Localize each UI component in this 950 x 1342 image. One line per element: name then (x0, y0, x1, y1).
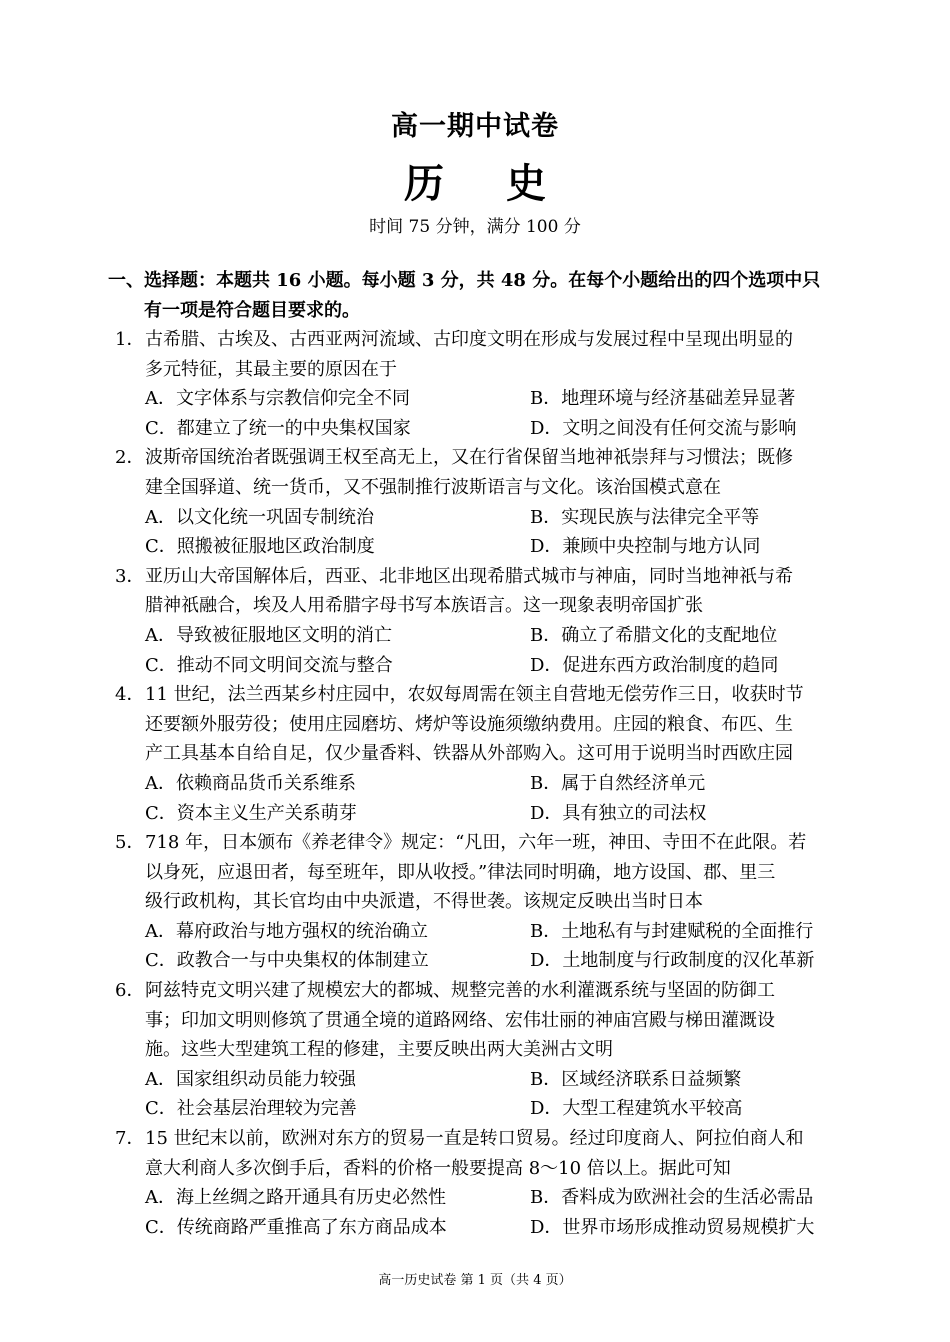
option-b: B．地理环境与经济基础差异显著 (530, 388, 796, 410)
question-4 (0, 680, 950, 828)
option-b: B．确立了希腊文化的支配地位 (530, 624, 778, 646)
options-row (0, 651, 950, 681)
option-b: B．实现民族与法律完全平等 (530, 506, 760, 528)
question-1 (0, 325, 950, 443)
page-footer: 高一历史试卷 第 1 页（共 4 页） (378, 1273, 572, 1288)
option-c: C．照搬被征服地区政治制度 (145, 536, 375, 558)
option-d: D．促进东西方政治制度的趋同 (530, 654, 779, 676)
question-stem-text: 亚历山大帝国解体后，西亚、北非地区出现希腊式城市与神庙，同时当地神祇与希 (145, 565, 793, 587)
options-row (0, 946, 950, 976)
option-a: A．以文化统一巩固专制统治 (145, 506, 374, 528)
question-stem-text: 古希腊、古埃及、古西亚两河流域、古印度文明在形成与发展过程中呈现出明显的 (145, 329, 793, 350)
option-d: D．世界市场形成推动贸易规模扩大 (530, 1216, 815, 1238)
options-row (0, 1213, 950, 1243)
question-5 (0, 828, 950, 976)
question-stem-text: 施。这些大型建筑工程的修建，主要反映出两大美洲古文明 (145, 1039, 613, 1061)
question-7 (0, 1124, 950, 1242)
options-row (0, 1065, 950, 1095)
question-number: 5． (115, 832, 145, 854)
options-row (0, 799, 950, 829)
option-b: B．香料成为欧洲社会的生活必需品 (530, 1187, 814, 1209)
section-header (108, 266, 848, 326)
question-stem-text: 事；印加文明则修筑了贯通全境的道路网络、宏伟壮丽的神庙宫殿与梯田灌溉设 (145, 1009, 775, 1031)
option-c: C．都建立了统一的中央集权国家 (145, 417, 411, 439)
question-stem-text: 阿兹特克文明兴建了规模宏大的都城、规整完善的水利灌溉系统与坚固的防御工 (145, 980, 775, 1002)
question-stem-line (145, 858, 850, 888)
question-stem-text: 11 世纪，法兰西某乡村庄园中，农奴每周需在领主自营地无偿劳作三日，收获时节 (145, 684, 804, 706)
question-stem-line (145, 1006, 850, 1036)
exam-title: 高一期中试卷 (391, 111, 559, 142)
option-c: C．传统商路严重推高了东方商品成本 (145, 1216, 447, 1238)
option-d: D．兼顾中央控制与地方认同 (530, 536, 761, 558)
option-a: A．文字体系与宗教信仰完全不同 (145, 388, 410, 410)
question-stem-line (115, 680, 850, 710)
question-6 (0, 976, 950, 1124)
options-row (0, 414, 950, 444)
option-b: B．土地私有与封建赋税的全面推行 (530, 920, 814, 942)
question-3 (0, 562, 950, 680)
question-stem-line (145, 355, 850, 385)
question-stem-line (145, 473, 850, 503)
question-stem-text: 级行政机构，其长官均由中央派遣，不得世袭。该规定反映出当时日本 (145, 891, 703, 913)
question-stem-line (145, 710, 850, 740)
question-stem-line (145, 739, 850, 769)
option-b: B．属于自然经济单元 (530, 772, 706, 794)
question-stem-text: 波斯帝国统治者既强调王权至高无上，又在行省保留当地神祇崇拜与习惯法；既修 (145, 447, 793, 469)
option-d: D．具有独立的司法权 (530, 802, 707, 824)
question-stem-line (145, 1154, 850, 1184)
question-number: 2． (115, 447, 145, 469)
section-header-line1: 一、选择题：本题共 16 小题。每小题 3 分，共 48 分。在每个小题给出的四个选项中只 (108, 270, 821, 291)
question-stem-text: 产工具基本自给自足，仅少量香料、铁器从外部购入。这可用于说明当时西欧庄园 (145, 743, 793, 765)
option-c: C．社会基层治理较为完善 (145, 1098, 357, 1120)
option-a: A．导致被征服地区文明的消亡 (145, 624, 392, 646)
question-number: 1． (115, 329, 145, 350)
options-row (0, 621, 950, 651)
question-stem-line (115, 976, 850, 1006)
question-stem-text: 建全国驿道、统一货币，又不强制推行波斯语言与文化。该治国模式意在 (145, 476, 721, 498)
question-stem-line (115, 562, 850, 592)
question-stem-text: 以身死，应退田者，每至班年，即从收授。”律法同时明确，地方设国、郡、里三 (145, 861, 776, 883)
question-stem-text: 还要额外服劳役；使用庄园磨坊、烤炉等设施须缴纳费用。庄园的粮食、布匹、生 (145, 713, 793, 735)
question-stem-text: 意大利商人多次倒手后，香料的价格一般要提高 8～10 倍以上。据此可知 (145, 1157, 731, 1179)
option-a: A．海上丝绸之路开通具有历史必然性 (145, 1187, 446, 1209)
option-a: A．国家组织动员能力较强 (145, 1068, 356, 1090)
question-stem-line (145, 887, 850, 917)
option-d: D．土地制度与行政制度的汉化革新 (530, 950, 815, 972)
option-c: C．推动不同文明间交流与整合 (145, 654, 393, 676)
options-row (0, 917, 950, 947)
option-c: C．资本主义生产关系萌芽 (145, 802, 357, 824)
option-b: B．区域经济联系日益频繁 (530, 1068, 742, 1090)
options-row (0, 1094, 950, 1124)
question-stem-text: 多元特征，其最主要的原因在于 (145, 358, 397, 380)
options-row (0, 769, 950, 799)
question-stem-text: 15 世纪末以前，欧洲对东方的贸易一直是转口贸易。经过印度商人、阿拉伯商人和 (145, 1128, 804, 1150)
question-number: 4． (115, 684, 145, 706)
options-row (0, 384, 950, 414)
question-stem-line (115, 1124, 850, 1154)
question-list (0, 325, 950, 1242)
option-c: C．政教合一与中央集权的体制建立 (145, 950, 429, 972)
question-stem-line (115, 325, 850, 355)
option-d: D．大型工程建筑水平较高 (530, 1098, 743, 1120)
option-a: A．幕府政治与地方强权的统治确立 (145, 920, 428, 942)
question-2 (0, 443, 950, 561)
subject-title: 历 史 (404, 160, 570, 207)
section-header-line2: 有一项是符合题目要求的。 (144, 300, 360, 321)
question-stem-line (115, 828, 850, 858)
options-row (0, 1183, 950, 1213)
question-number: 7． (115, 1128, 145, 1150)
question-stem-text: 718 年，日本颁布《养老律令》规定：“凡田，六年一班，神田、寺田不在此限。若 (145, 832, 807, 854)
question-number: 6． (115, 980, 145, 1002)
time-info: 时间 75 分钟，满分 100 分 (369, 217, 581, 237)
question-stem-line (145, 591, 850, 621)
question-stem-line (115, 443, 850, 473)
question-stem-text: 腊神祇融合，埃及人用希腊字母书写本族语言。这一现象表明帝国扩张 (145, 595, 703, 617)
options-row (0, 532, 950, 562)
question-number: 3． (115, 565, 145, 587)
option-d: D．文明之间没有任何交流与影响 (530, 417, 797, 439)
option-a: A．依赖商品货币关系维系 (145, 772, 356, 794)
options-row (0, 503, 950, 533)
question-stem-line (145, 1035, 850, 1065)
